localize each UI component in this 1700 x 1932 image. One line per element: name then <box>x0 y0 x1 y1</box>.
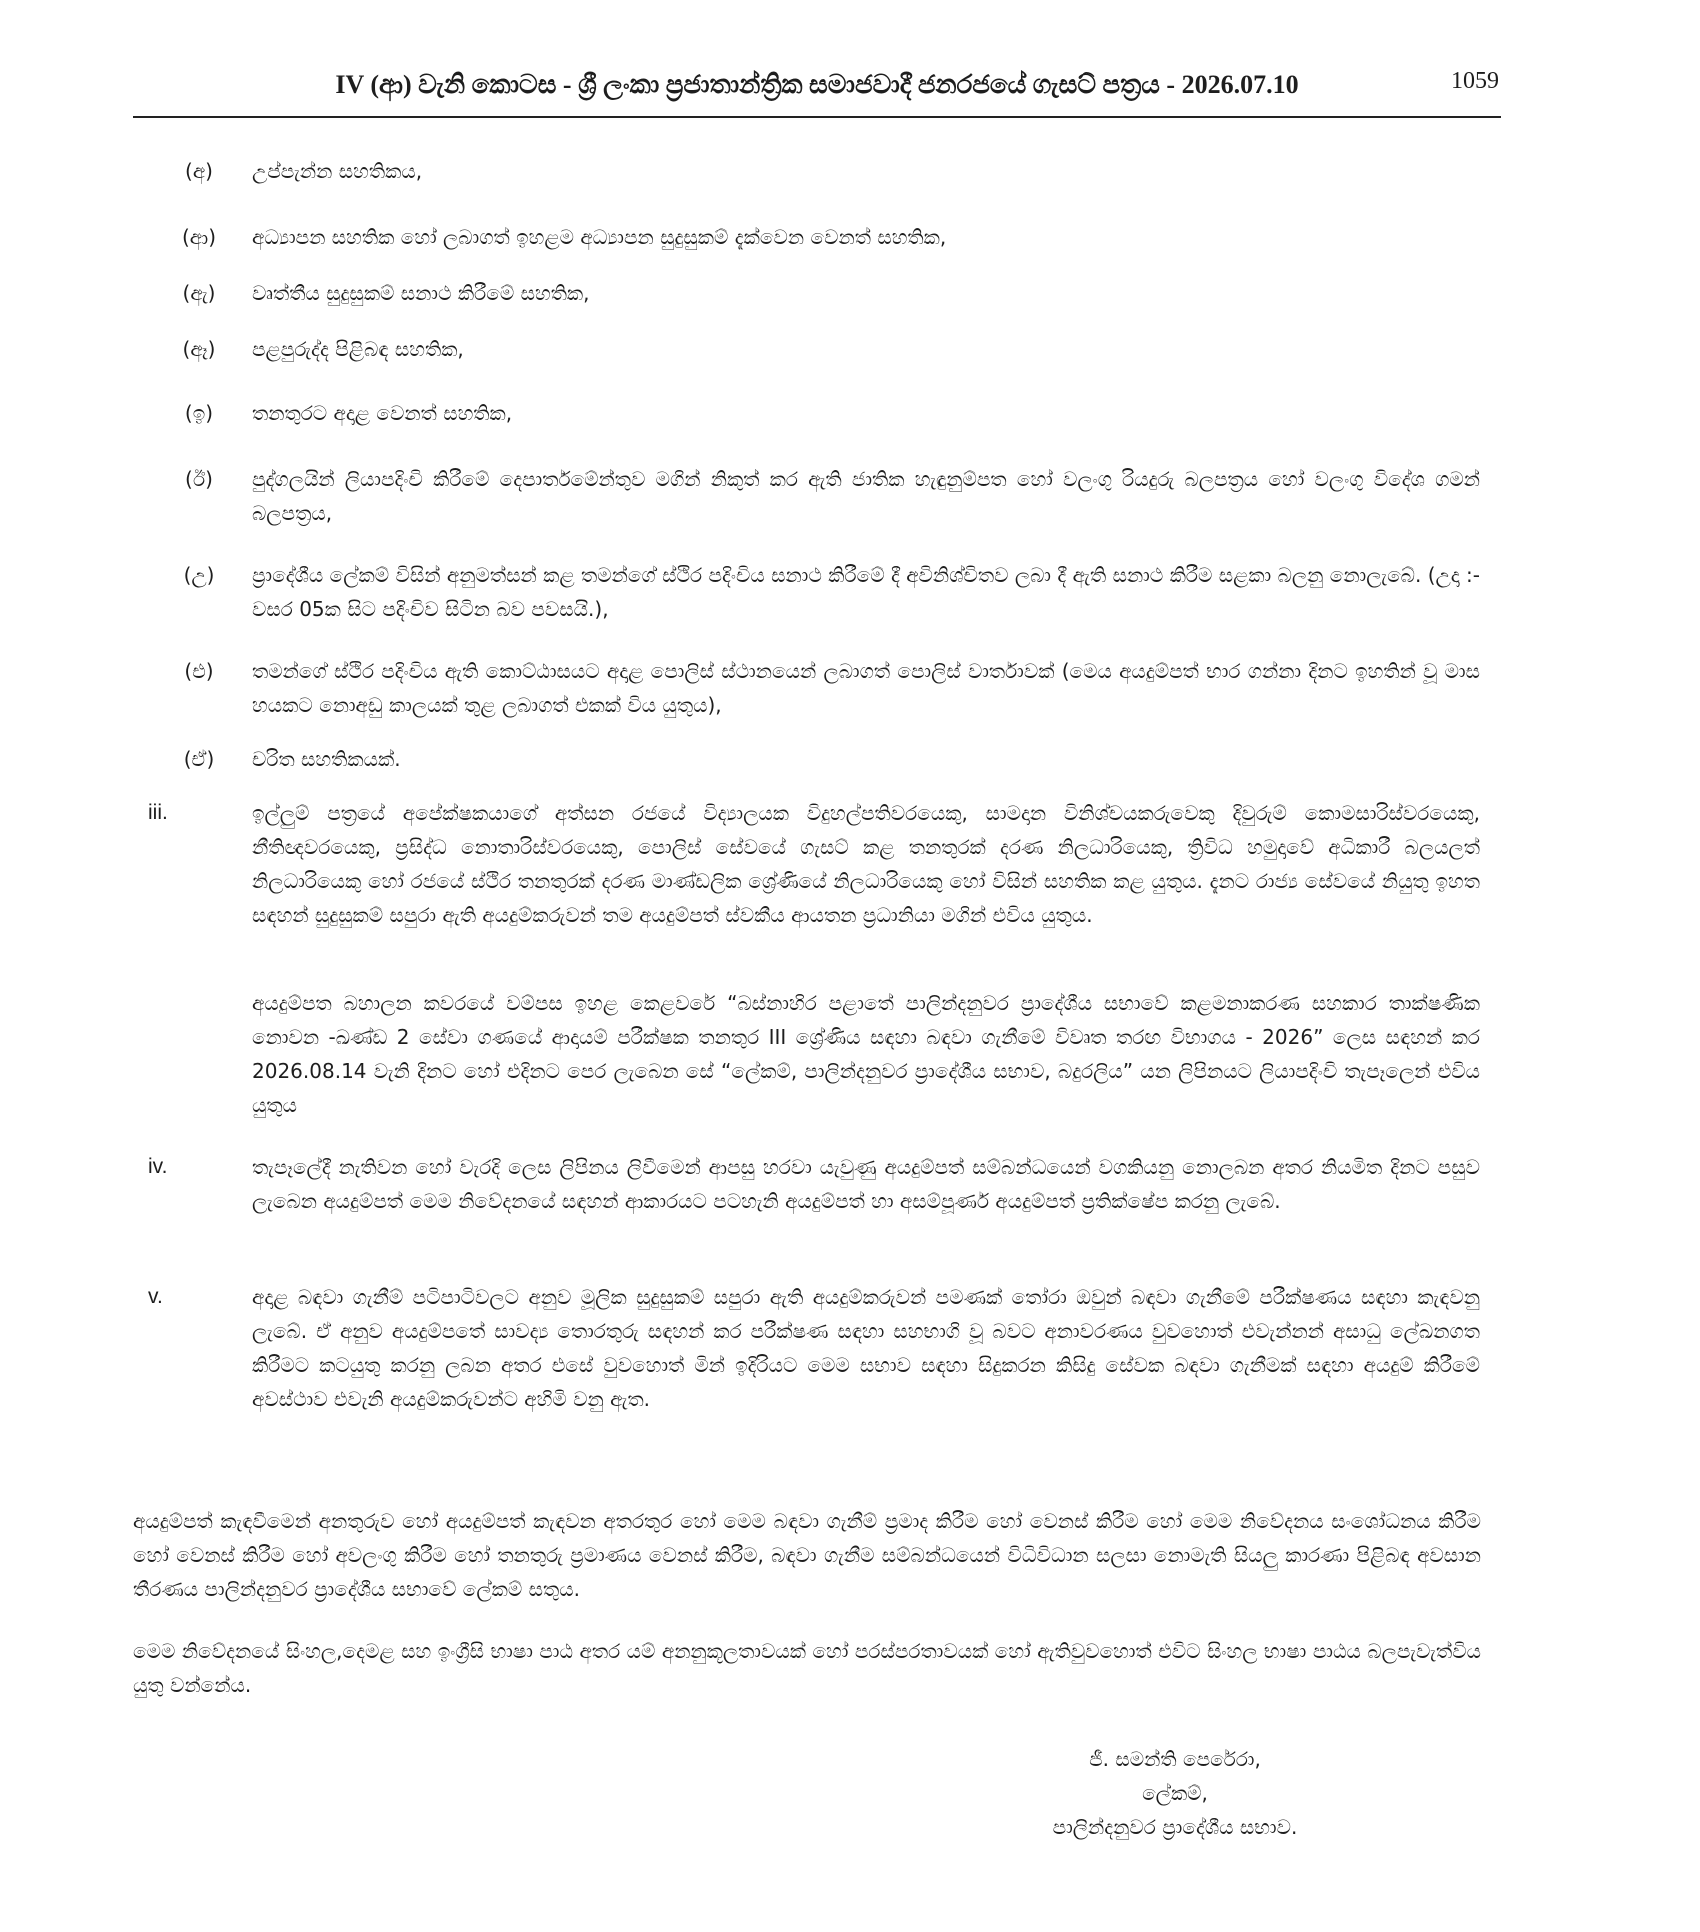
signatory-office: පාලින්දනුවර ප්‍රාදේශීය සභාව. <box>1052 1815 1298 1839</box>
list-item-text: තනතුරට අදාළ වෙනත් සහතික, <box>252 401 513 425</box>
item-text: අයදුම්පත බහාලන කවරයේ වම්පස ඉහළ කෙළවරේ “බස්නාහිර පළාතේ පාලින්දනුවර ප්‍රාදේශීය සභාවේ කළමනාකරණ සහකාර තාක්ෂණික නොවන -ඛණ්ඩ 2 සේවා ගණයේ ආදායම් පරීක්ෂක තනතුර III ශ්‍රේණිය සඳහා බඳවා ගැනීමේ විවෘත තරඟ විභාගය - 2026” ලෙස සඳහන් කර 2026.08.14 වැනි දිනට හෝ එදිනට පෙර ලැබෙන සේ “ලේකම්, පාලින්දනුවර ප්‍රාදේශීය සභාව, බදුරලිය” යන ලිපිනයට ලියාපදිංචි තැපෑලෙන් එවිය යුතුය <box>252 991 1480 1117</box>
list-item-text: චරිත සහතිකයක්. <box>252 747 401 771</box>
list-item-marker: (ඈ) <box>182 337 216 361</box>
list-item-marker: (එ) <box>184 659 214 683</box>
page-header <box>133 70 1501 118</box>
gazette-title: IV (ආ) වැනි කොටස - ශ්‍රී ලංකා ප්‍රජාතාන්ත්‍රික සමාජවාදී ජනරජයේ ගැසට් පත්‍රය - 2026.07.10 <box>335 70 1299 99</box>
list-item-marker: (ඊ) <box>185 467 213 491</box>
list-item-text: පුද්ගලයින් ලියාපදිංචි කිරීමේ දෙපාර්තමේන්තුව මගින් නිකුත් කර ඇති ජාතික හැඳුනුම්පත හෝ වලංගු රියදුරු බලපත්‍රය හෝ වලංගු විදේශ ගමන් බලපත්‍රය, <box>252 467 1480 525</box>
list-item-text: උප්පැන්න සහතිකය, <box>252 159 423 183</box>
signatory-name: ජී. සමන්ති පෙරේරා, <box>1089 1747 1261 1771</box>
item-text: තැපෑලේදී නැතිවන හෝ වැරදි ලෙස ලිපිනය ලිවීමෙන් ආපසු හරවා යැවුණු අයදුම්පත් සම්බන්ධයෙන් වගකියනු නොලබන අතර නියමිත දිනට පසුව ලැබෙන අයදුම්පත් මෙම නිවේදනයේ සඳහන් ආකාරයට පටහැනි අයදුම්පත් හා අසම්පූර්ණ අයදුම්පත් ප්‍රතික්ෂේප කරනු ලැබේ. <box>252 1155 1480 1213</box>
item-number: v. <box>148 1285 163 1308</box>
list-item-marker: (ආ) <box>181 225 217 249</box>
signatory-title: ලේකම්, <box>1142 1781 1208 1805</box>
list-item-marker: (ඇ) <box>182 281 216 305</box>
item-number: iii. <box>148 801 168 824</box>
list-item-text: අධ්‍යාපන සහතික හෝ ලබාගත් ඉහළම අධ්‍යාපන සුදුසුකම් දැක්වෙන වෙනත් සහතික, <box>252 225 947 249</box>
item-text: ඉල්ලුම් පත්‍රයේ අපේක්ෂකයාගේ අත්සන රජයේ විද්‍යාලයක විදුහල්පතිවරයෙකු, සාමදාන විනිශ්චයකරුවෙකු දිවුරුම් කොමසාරිස්වරයෙකු, නීතිඥවරයෙකු, ප්‍රසිද්ධ නොතාරිස්වරයෙකු, පොලිස් සේවයේ ගැසට් කළ තනතුරක් දරණ නිලධාරියෙකු, ත්‍රිවිධ හමුදාවේ අධිකාරී බලයලත් නිලධාරියෙකු හෝ රජයේ ස්ථිර තනතුරක් දරණ මාණ්ඩලික ශ්‍රේණියේ නිලධාරියෙකු හෝ විසින් සහතික කළ යුතුය. දැනට රාජ්‍ය සේවයේ නියුතු ඉහත සඳහන් සුදුසුකම් සපුරා ඇති අයදුම්කරුවන් තම අයදුම්පත් ස්වකීය ආයතන ප්‍රධානියා මගින් එවිය යුතුය. <box>252 801 1480 927</box>
list-item-marker: (අ) <box>185 159 213 183</box>
list-item-text: ප්‍රාදේශීය ලේකම් විසින් අනුමත්සන් කළ තමන්ගේ ස්ථිර පදිංචිය සනාථ කිරීමේ දී අවිනිශ්චිතව ලබා දී ඇති සනාථ කිරීම සළකා බලනු නොලැබේ. (උදා :- වසර 05ක සිට පදිංචිව සිටින බව පවසයි.), <box>252 563 1480 621</box>
list-item-marker: (ඉ) <box>184 401 214 425</box>
list-item-text: පළපුරුද්ද පිළිබඳ සහතික, <box>252 337 464 361</box>
closing-paragraph-language: මෙම නිවේදනයේ සිංහල,දෙමළ සහ ඉංග්‍රීසි භාෂා පාඨ අතර යම් අනනුකූලතාවයක් හෝ පරස්පරතාවයක් හෝ ඇතිවුවහොත් එවිට සිංහල භාෂා පාඨය බලපැවැත්විය යුතු වන්නේය. <box>133 1639 1481 1697</box>
list-item-text: වෘත්තීය සුදුසුකම් සනාථ කිරීමේ සහතික, <box>252 281 590 305</box>
page-number: 1059 <box>1451 68 1499 94</box>
signature-block <box>1010 1742 1340 1844</box>
closing-paragraph-decision: අයදුම්පත් කැඳවීමෙන් අනතුරුව හෝ අයදුම්පත් කැඳවන අතරතුර හෝ මෙම බඳවා ගැනීම් ප්‍රමාද කිරීම හෝ වෙනස් කිරීම හෝ මෙම නිවේදනය සංශෝධනය කිරීම හෝ වෙනස් කිරීම හෝ අවලංගු කිරීම හෝ තනතුරු ප්‍රමාණය වෙනස් කිරීම, බඳවා ගැනීම සම්බන්ධයෙන් විධිවිධාන සලසා නොමැති සියලු කාරණා පිළිබඳ අවසාන තීරණය පාලින්දනුවර ප්‍රාදේශීය සභාවේ ලේකම් සතුය. <box>133 1509 1481 1601</box>
item-text: අදාළ බඳවා ගැනීම් පටිපාටිවලට අනුව මූලික සුදුසුකම් සපුරා ඇති අයදුම්කරුවන් පමණක් තෝරා ඔවුන් බඳවා ගැනීමේ පරීක්ෂණය සඳහා කැඳවනු ලැබේ. ඒ අනුව අයදුම්පතේ සාවද්‍ය තොරතුරු සඳහන් කර පරීක්ෂණ සඳහා සහභාගි වූ බවට අනාවරණය වුවහොත් එවැන්නන් අසාධු ලේඛනගත කිරීමට කටයුතු කරනු ලබන අතර එසේ වුවහොත් මින් ඉදිරියට මෙම සභාව සඳහා සිදුකරන කිසිදු සේවක බඳවා ගැනීමක් සඳහා අයදුම් කිරීමේ අවස්ථාව එවැනි අයදුම්කරුවන්ට අහිමි වනු ඇත. <box>252 1285 1480 1411</box>
list-item-text: තමන්ගේ ස්ථිර පදිංචිය ඇති කොට්ඨාසයට අදාළ පොලිස් ස්ථානයෙන් ලබාගත් පොලිස් වාර්තාවක් (මෙය අයදුම්පත් භාර ගන්නා දිනට ඉහතින් වූ මාස හයකට නොඅඩු කාලයක් තුළ ලබාගත් එකක් විය යුතුය), <box>252 659 1480 717</box>
list-item-marker: (ඒ) <box>183 747 215 771</box>
list-item-marker: (උ) <box>183 563 215 587</box>
item-number: iv. <box>148 1155 168 1178</box>
